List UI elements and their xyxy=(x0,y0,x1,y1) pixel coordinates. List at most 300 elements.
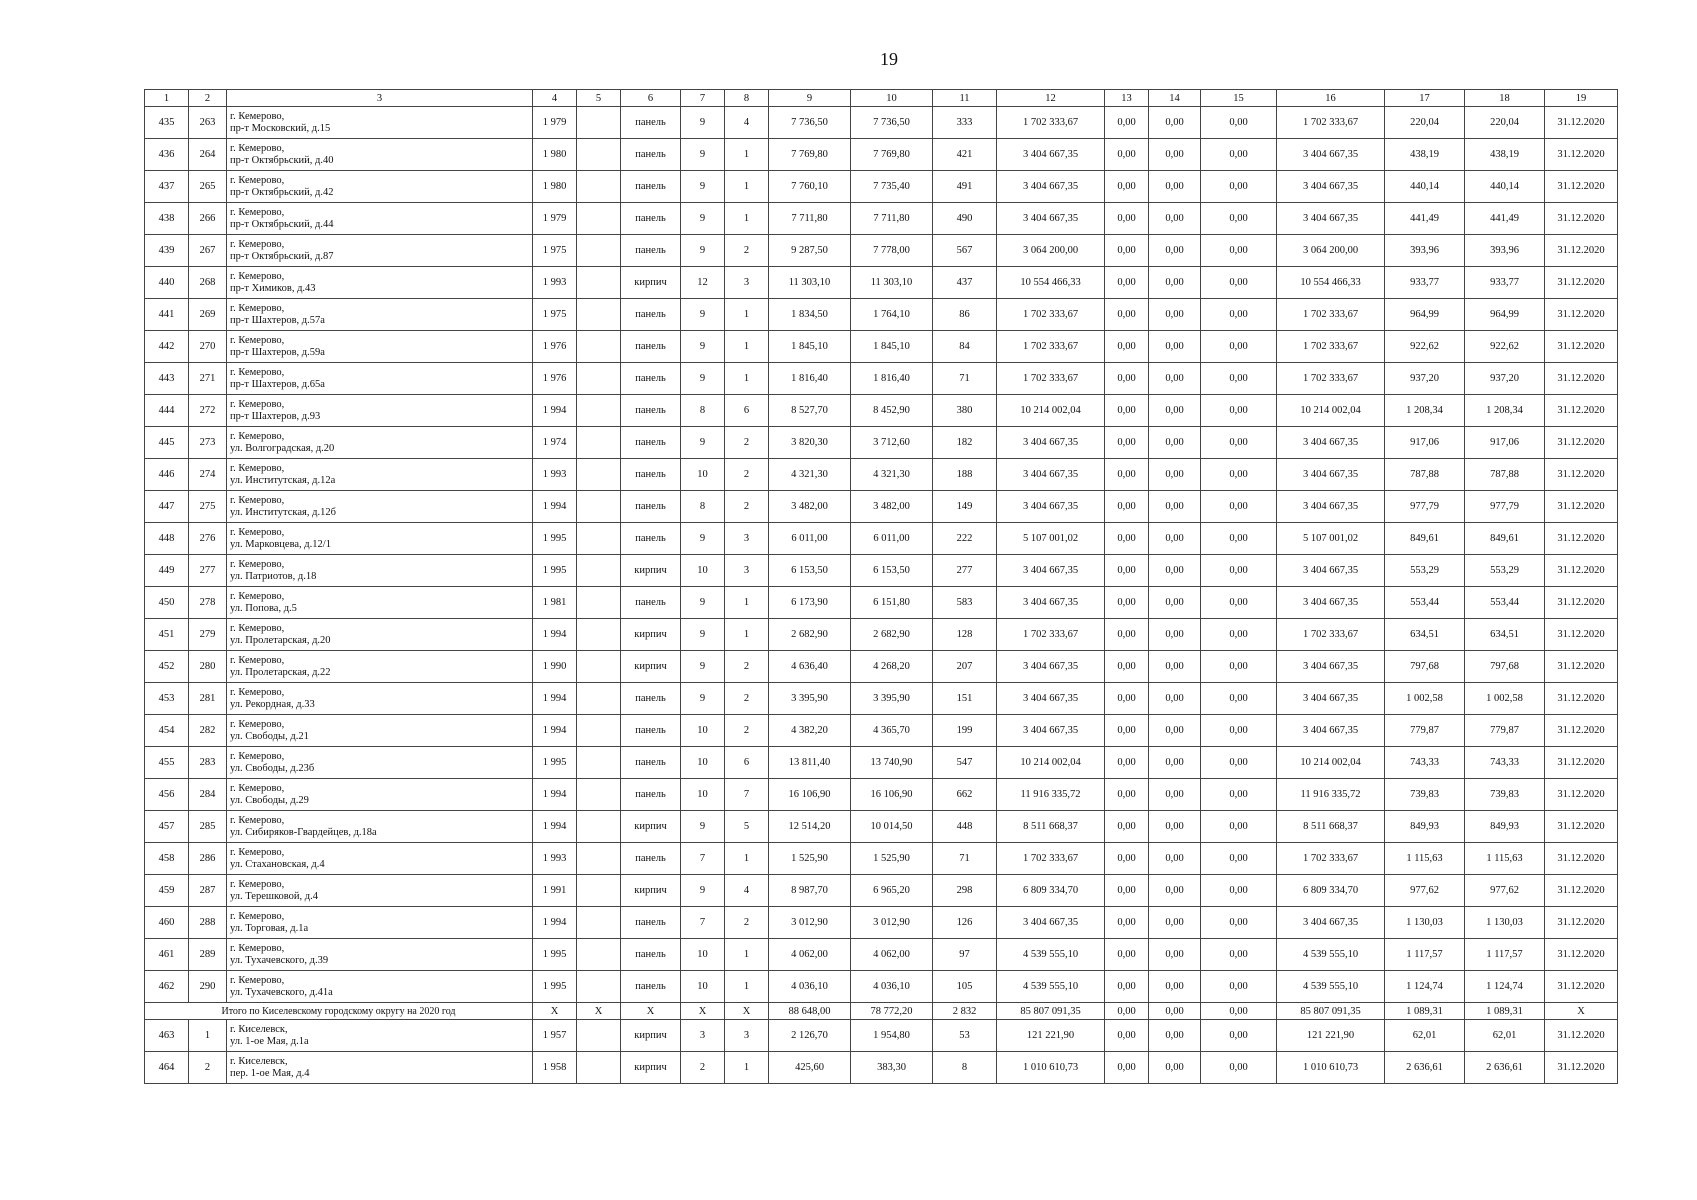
table-cell-c14: 0,00 xyxy=(1149,395,1201,427)
table-cell-res: 421 xyxy=(933,139,997,171)
table-cell-m: 278 xyxy=(189,587,227,619)
table-cell-c14: 0,00 xyxy=(1149,107,1201,139)
table-cell-date: 31.12.2020 xyxy=(1545,747,1618,779)
table-cell-res: 380 xyxy=(933,395,997,427)
table-cell-date: 31.12.2020 xyxy=(1545,779,1618,811)
table-cell-a2: 4 036,10 xyxy=(851,971,933,1003)
table-cell-c15: 0,00 xyxy=(1201,715,1277,747)
table-cell-c14: 0,00 xyxy=(1149,555,1201,587)
table-row xyxy=(145,939,1618,971)
table-cell-c15: 0,00 xyxy=(1201,619,1277,651)
address-street: ул. Стахановская, д.4 xyxy=(230,858,325,870)
table-cell-c13: 0,00 xyxy=(1105,267,1149,299)
table-cell-fl: 9 xyxy=(681,363,725,395)
total-cell-c4: X xyxy=(533,1003,577,1020)
table-cell-ent: 2 xyxy=(725,683,769,715)
table-cell-c5 xyxy=(577,299,621,331)
table-cell-c5 xyxy=(577,107,621,139)
table-cell-c17: 933,77 xyxy=(1385,267,1465,299)
address-city: г. Кемерово, xyxy=(230,654,285,666)
table-cell-m: 263 xyxy=(189,107,227,139)
table-cell-c16: 3 404 667,35 xyxy=(1277,427,1385,459)
table-cell-fl: 10 xyxy=(681,459,725,491)
table-cell-res: 149 xyxy=(933,491,997,523)
table-cell-res: 151 xyxy=(933,683,997,715)
address-street: ул. Патриотов, д.18 xyxy=(230,570,317,582)
address-city: г. Кемерово, xyxy=(230,782,285,794)
table-cell-c17: 1 130,03 xyxy=(1385,907,1465,939)
table-cell-c16: 3 404 667,35 xyxy=(1277,651,1385,683)
table-cell-a2: 4 321,30 xyxy=(851,459,933,491)
table-cell-date: 31.12.2020 xyxy=(1545,235,1618,267)
table-cell-a2: 7 711,80 xyxy=(851,203,933,235)
table-body xyxy=(145,90,1618,1084)
table-cell-c17: 1 208,34 xyxy=(1385,395,1465,427)
table-cell-c16: 10 554 466,33 xyxy=(1277,267,1385,299)
table-cell-c16: 10 214 002,04 xyxy=(1277,395,1385,427)
table-cell-c16: 121 221,90 xyxy=(1277,1020,1385,1052)
table-cell-c15: 0,00 xyxy=(1201,299,1277,331)
table-cell-c15: 0,00 xyxy=(1201,875,1277,907)
table-cell-mat: панель xyxy=(621,427,681,459)
table-cell-c17: 849,93 xyxy=(1385,811,1465,843)
table-cell-cost: 1 702 333,67 xyxy=(997,107,1105,139)
table-cell-c16: 1 702 333,67 xyxy=(1277,331,1385,363)
table-cell-c17: 917,06 xyxy=(1385,427,1465,459)
address-cell xyxy=(227,107,533,139)
table-cell-cost: 3 404 667,35 xyxy=(997,555,1105,587)
table-cell-a2: 383,30 xyxy=(851,1052,933,1084)
table-cell-cost: 6 809 334,70 xyxy=(997,875,1105,907)
table-cell-c17: 743,33 xyxy=(1385,747,1465,779)
table-cell-a1: 6 153,50 xyxy=(769,555,851,587)
table-cell-ent: 2 xyxy=(725,459,769,491)
table-cell-res: 128 xyxy=(933,619,997,651)
table-cell-mat: панель xyxy=(621,107,681,139)
table-cell-c5 xyxy=(577,875,621,907)
table-cell-ent: 1 xyxy=(725,971,769,1003)
table-cell-m: 276 xyxy=(189,523,227,555)
table-cell-res: 437 xyxy=(933,267,997,299)
table-cell-m: 274 xyxy=(189,459,227,491)
table-cell-c17: 922,62 xyxy=(1385,331,1465,363)
table-cell-c15: 0,00 xyxy=(1201,203,1277,235)
table-cell-c13: 0,00 xyxy=(1105,235,1149,267)
table-cell-cost: 1 702 333,67 xyxy=(997,299,1105,331)
table-cell-c14: 0,00 xyxy=(1149,619,1201,651)
table-cell-c16: 3 404 667,35 xyxy=(1277,587,1385,619)
address-city: г. Кемерово, xyxy=(230,462,285,474)
table-cell-n: 455 xyxy=(145,747,189,779)
header-cell: 6 xyxy=(621,90,681,107)
table-cell-n: 435 xyxy=(145,107,189,139)
table-cell-res: 207 xyxy=(933,651,997,683)
address-cell xyxy=(227,811,533,843)
table-cell-year: 1 995 xyxy=(533,523,577,555)
table-cell-c18: 441,49 xyxy=(1465,203,1545,235)
table-cell-n: 442 xyxy=(145,331,189,363)
table-cell-ent: 3 xyxy=(725,523,769,555)
table-cell-date: 31.12.2020 xyxy=(1545,651,1618,683)
table-cell-mat: кирпич xyxy=(621,875,681,907)
table-cell-c17: 393,96 xyxy=(1385,235,1465,267)
table-cell-n: 448 xyxy=(145,523,189,555)
table-cell-a1: 2 682,90 xyxy=(769,619,851,651)
table-cell-res: 333 xyxy=(933,107,997,139)
address-cell xyxy=(227,171,533,203)
table-cell-ent: 3 xyxy=(725,1020,769,1052)
table-cell-year: 1 990 xyxy=(533,651,577,683)
table-cell-c17: 739,83 xyxy=(1385,779,1465,811)
table-cell-n: 444 xyxy=(145,395,189,427)
table-cell-c5 xyxy=(577,651,621,683)
total-label: Итого по Киселевскому городскому округу на 2020 год xyxy=(145,1003,533,1020)
table-cell-year: 1 958 xyxy=(533,1052,577,1084)
table-cell-c16: 3 404 667,35 xyxy=(1277,139,1385,171)
table-cell-m: 1 xyxy=(189,1020,227,1052)
table-cell-c14: 0,00 xyxy=(1149,235,1201,267)
header-cell: 16 xyxy=(1277,90,1385,107)
header-cell: 13 xyxy=(1105,90,1149,107)
table-cell-year: 1 974 xyxy=(533,427,577,459)
address-cell xyxy=(227,235,533,267)
address-street: ул. Свободы, д.29 xyxy=(230,794,309,806)
address-city: г. Кемерово, xyxy=(230,366,285,378)
table-row xyxy=(145,491,1618,523)
table-cell-year: 1 995 xyxy=(533,939,577,971)
table-cell-cost: 5 107 001,02 xyxy=(997,523,1105,555)
table-cell-c17: 62,01 xyxy=(1385,1020,1465,1052)
table-cell-res: 53 xyxy=(933,1020,997,1052)
table-cell-year: 1 994 xyxy=(533,811,577,843)
table-row xyxy=(145,971,1618,1003)
table-cell-a1: 9 287,50 xyxy=(769,235,851,267)
table-cell-m: 279 xyxy=(189,619,227,651)
table-cell-c18: 1 117,57 xyxy=(1465,939,1545,971)
table-cell-res: 71 xyxy=(933,363,997,395)
table-cell-c16: 4 539 555,10 xyxy=(1277,971,1385,1003)
table-cell-mat: панель xyxy=(621,139,681,171)
table-row xyxy=(145,171,1618,203)
table-row xyxy=(145,875,1618,907)
table-cell-cost: 10 554 466,33 xyxy=(997,267,1105,299)
header-cell: 11 xyxy=(933,90,997,107)
address-city: г. Кемерово, xyxy=(230,718,285,730)
table-cell-date: 31.12.2020 xyxy=(1545,811,1618,843)
address-city: г. Кемерово, xyxy=(230,526,285,538)
header-cell: 14 xyxy=(1149,90,1201,107)
table-cell-ent: 1 xyxy=(725,363,769,395)
table-cell-c17: 964,99 xyxy=(1385,299,1465,331)
column-number-header xyxy=(145,90,1618,107)
table-cell-n: 460 xyxy=(145,907,189,939)
table-cell-fl: 2 xyxy=(681,1052,725,1084)
table-cell-year: 1 994 xyxy=(533,907,577,939)
table-cell-c15: 0,00 xyxy=(1201,523,1277,555)
header-cell: 15 xyxy=(1201,90,1277,107)
table-cell-c16: 1 010 610,73 xyxy=(1277,1052,1385,1084)
table-cell-fl: 10 xyxy=(681,971,725,1003)
table-cell-m: 269 xyxy=(189,299,227,331)
table-cell-n: 462 xyxy=(145,971,189,1003)
table-cell-mat: панель xyxy=(621,299,681,331)
address-cell xyxy=(227,619,533,651)
table-cell-c5 xyxy=(577,139,621,171)
table-cell-c16: 1 702 333,67 xyxy=(1277,843,1385,875)
table-cell-c18: 797,68 xyxy=(1465,651,1545,683)
address-street: ул. Волгоградская, д.20 xyxy=(230,442,335,454)
table-cell-c18: 779,87 xyxy=(1465,715,1545,747)
address-cell xyxy=(227,363,533,395)
housing-table xyxy=(144,89,1618,1084)
table-cell-date: 31.12.2020 xyxy=(1545,587,1618,619)
table-cell-c16: 3 404 667,35 xyxy=(1277,683,1385,715)
address-cell xyxy=(227,203,533,235)
table-cell-c17: 438,19 xyxy=(1385,139,1465,171)
table-cell-c14: 0,00 xyxy=(1149,331,1201,363)
table-cell-c14: 0,00 xyxy=(1149,939,1201,971)
table-cell-ent: 6 xyxy=(725,747,769,779)
table-cell-res: 491 xyxy=(933,171,997,203)
table-cell-n: 450 xyxy=(145,587,189,619)
address-street: пр-т Шахтеров, д.59а xyxy=(230,346,325,358)
table-row xyxy=(145,235,1618,267)
header-cell: 7 xyxy=(681,90,725,107)
address-city: г. Кемерово, xyxy=(230,558,285,570)
table-cell-mat: панель xyxy=(621,491,681,523)
table-cell-c5 xyxy=(577,555,621,587)
table-cell-year: 1 993 xyxy=(533,843,577,875)
total-cell-c18: 1 089,31 xyxy=(1465,1003,1545,1020)
table-row xyxy=(145,651,1618,683)
table-cell-year: 1 975 xyxy=(533,235,577,267)
table-cell-res: 126 xyxy=(933,907,997,939)
address-cell xyxy=(227,1020,533,1052)
table-cell-c13: 0,00 xyxy=(1105,555,1149,587)
table-cell-c17: 779,87 xyxy=(1385,715,1465,747)
table-cell-c15: 0,00 xyxy=(1201,107,1277,139)
table-cell-c18: 440,14 xyxy=(1465,171,1545,203)
table-row xyxy=(145,587,1618,619)
address-city: г. Кемерово, xyxy=(230,974,285,986)
address-cell xyxy=(227,843,533,875)
table-row xyxy=(145,907,1618,939)
table-cell-mat: панель xyxy=(621,715,681,747)
header-cell: 18 xyxy=(1465,90,1545,107)
table-cell-c5 xyxy=(577,587,621,619)
table-cell-date: 31.12.2020 xyxy=(1545,267,1618,299)
table-cell-a1: 3 012,90 xyxy=(769,907,851,939)
table-cell-cost: 10 214 002,04 xyxy=(997,747,1105,779)
table-cell-year: 1 994 xyxy=(533,619,577,651)
table-cell-a2: 3 712,60 xyxy=(851,427,933,459)
table-cell-date: 31.12.2020 xyxy=(1545,459,1618,491)
table-cell-c13: 0,00 xyxy=(1105,843,1149,875)
table-cell-c18: 964,99 xyxy=(1465,299,1545,331)
table-cell-c14: 0,00 xyxy=(1149,587,1201,619)
table-cell-cost: 11 916 335,72 xyxy=(997,779,1105,811)
address-street: ул. 1-ое Мая, д.1а xyxy=(230,1035,309,1047)
table-cell-ent: 2 xyxy=(725,427,769,459)
table-cell-mat: панель xyxy=(621,939,681,971)
address-street: пр-т Октябрьский, д.44 xyxy=(230,218,334,230)
table-cell-ent: 4 xyxy=(725,107,769,139)
address-city: г. Кемерово, xyxy=(230,334,285,346)
table-cell-ent: 1 xyxy=(725,587,769,619)
table-row xyxy=(145,331,1618,363)
table-cell-n: 451 xyxy=(145,619,189,651)
table-cell-fl: 10 xyxy=(681,939,725,971)
address-street: ул. Пролетарская, д.22 xyxy=(230,666,331,678)
table-cell-date: 31.12.2020 xyxy=(1545,1020,1618,1052)
address-cell xyxy=(227,651,533,683)
table-cell-c13: 0,00 xyxy=(1105,491,1149,523)
table-cell-c15: 0,00 xyxy=(1201,843,1277,875)
table-cell-cost: 3 064 200,00 xyxy=(997,235,1105,267)
table-cell-n: 464 xyxy=(145,1052,189,1084)
table-cell-c5 xyxy=(577,619,621,651)
table-cell-c18: 438,19 xyxy=(1465,139,1545,171)
table-cell-c17: 440,14 xyxy=(1385,171,1465,203)
table-cell-fl: 9 xyxy=(681,235,725,267)
table-cell-c13: 0,00 xyxy=(1105,811,1149,843)
table-cell-c16: 3 404 667,35 xyxy=(1277,491,1385,523)
address-street: ул. Тухачевского, д.41а xyxy=(230,986,333,998)
table-cell-a1: 6 011,00 xyxy=(769,523,851,555)
table-cell-m: 286 xyxy=(189,843,227,875)
table-cell-c16: 10 214 002,04 xyxy=(1277,747,1385,779)
address-street: пр-т Октябрьский, д.40 xyxy=(230,154,334,166)
total-cell-c6: X xyxy=(621,1003,681,1020)
address-cell xyxy=(227,427,533,459)
table-cell-a2: 4 062,00 xyxy=(851,939,933,971)
table-row xyxy=(145,555,1618,587)
table-cell-fl: 9 xyxy=(681,171,725,203)
table-cell-date: 31.12.2020 xyxy=(1545,715,1618,747)
table-cell-fl: 9 xyxy=(681,523,725,555)
table-cell-c13: 0,00 xyxy=(1105,427,1149,459)
table-cell-c14: 0,00 xyxy=(1149,683,1201,715)
table-cell-ent: 2 xyxy=(725,715,769,747)
address-city: г. Киселевск, xyxy=(230,1023,288,1035)
table-cell-c16: 3 404 667,35 xyxy=(1277,555,1385,587)
table-cell-cost: 3 404 667,35 xyxy=(997,715,1105,747)
address-cell xyxy=(227,939,533,971)
table-cell-year: 1 993 xyxy=(533,459,577,491)
table-cell-year: 1 994 xyxy=(533,715,577,747)
table-cell-c18: 1 130,03 xyxy=(1465,907,1545,939)
table-cell-ent: 3 xyxy=(725,555,769,587)
table-cell-fl: 10 xyxy=(681,715,725,747)
table-cell-date: 31.12.2020 xyxy=(1545,843,1618,875)
address-cell xyxy=(227,587,533,619)
table-cell-a1: 7 769,80 xyxy=(769,139,851,171)
table-cell-a2: 11 303,10 xyxy=(851,267,933,299)
table-cell-a1: 7 711,80 xyxy=(769,203,851,235)
table-cell-a2: 4 268,20 xyxy=(851,651,933,683)
table-cell-n: 457 xyxy=(145,811,189,843)
table-cell-a1: 1 834,50 xyxy=(769,299,851,331)
total-cell-c7: X xyxy=(681,1003,725,1020)
address-street: пер. 1-ое Мая, д.4 xyxy=(230,1067,310,1079)
table-cell-c15: 0,00 xyxy=(1201,779,1277,811)
address-street: ул. Свободы, д.23б xyxy=(230,762,315,774)
total-cell-res: 2 832 xyxy=(933,1003,997,1020)
table-cell-mat: панель xyxy=(621,459,681,491)
address-cell xyxy=(227,907,533,939)
table-cell-c15: 0,00 xyxy=(1201,555,1277,587)
table-cell-year: 1 979 xyxy=(533,203,577,235)
table-cell-n: 441 xyxy=(145,299,189,331)
table-cell-c5 xyxy=(577,491,621,523)
table-cell-c16: 3 404 667,35 xyxy=(1277,203,1385,235)
table-cell-c13: 0,00 xyxy=(1105,779,1149,811)
table-cell-m: 282 xyxy=(189,715,227,747)
table-cell-year: 1 995 xyxy=(533,747,577,779)
total-cell-c15: 0,00 xyxy=(1201,1003,1277,1020)
table-cell-a1: 8 527,70 xyxy=(769,395,851,427)
table-cell-c5 xyxy=(577,459,621,491)
table-cell-a1: 3 395,90 xyxy=(769,683,851,715)
table-cell-a2: 7 736,50 xyxy=(851,107,933,139)
table-cell-a1: 4 382,20 xyxy=(769,715,851,747)
table-cell-ent: 2 xyxy=(725,651,769,683)
table-cell-c17: 797,68 xyxy=(1385,651,1465,683)
table-cell-date: 31.12.2020 xyxy=(1545,107,1618,139)
table-cell-date: 31.12.2020 xyxy=(1545,683,1618,715)
table-cell-a1: 7 736,50 xyxy=(769,107,851,139)
table-cell-c13: 0,00 xyxy=(1105,139,1149,171)
table-cell-c16: 3 404 667,35 xyxy=(1277,715,1385,747)
table-cell-res: 188 xyxy=(933,459,997,491)
table-cell-m: 283 xyxy=(189,747,227,779)
table-cell-a2: 1 525,90 xyxy=(851,843,933,875)
table-cell-c15: 0,00 xyxy=(1201,939,1277,971)
table-cell-c17: 977,62 xyxy=(1385,875,1465,907)
table-cell-cost: 1 702 333,67 xyxy=(997,619,1105,651)
table-cell-m: 270 xyxy=(189,331,227,363)
address-cell xyxy=(227,491,533,523)
table-cell-c13: 0,00 xyxy=(1105,1020,1149,1052)
table-cell-a2: 6 151,80 xyxy=(851,587,933,619)
table-cell-c14: 0,00 xyxy=(1149,491,1201,523)
table-cell-c5 xyxy=(577,939,621,971)
table-cell-m: 264 xyxy=(189,139,227,171)
table-cell-c13: 0,00 xyxy=(1105,587,1149,619)
address-city: г. Киселевск, xyxy=(230,1055,288,1067)
table-row xyxy=(145,747,1618,779)
address-city: г. Кемерово, xyxy=(230,110,285,122)
table-cell-mat: кирпич xyxy=(621,811,681,843)
total-cell-c14: 0,00 xyxy=(1149,1003,1201,1020)
table-cell-a2: 6 965,20 xyxy=(851,875,933,907)
address-cell xyxy=(227,875,533,907)
table-cell-date: 31.12.2020 xyxy=(1545,203,1618,235)
table-cell-m: 272 xyxy=(189,395,227,427)
table-cell-a2: 2 682,90 xyxy=(851,619,933,651)
table-cell-fl: 7 xyxy=(681,907,725,939)
table-cell-c14: 0,00 xyxy=(1149,779,1201,811)
table-cell-c14: 0,00 xyxy=(1149,523,1201,555)
table-row xyxy=(145,299,1618,331)
table-cell-c15: 0,00 xyxy=(1201,267,1277,299)
table-cell-ent: 1 xyxy=(725,331,769,363)
table-cell-c15: 0,00 xyxy=(1201,331,1277,363)
table-cell-c18: 922,62 xyxy=(1465,331,1545,363)
table-cell-year: 1 980 xyxy=(533,171,577,203)
address-street: пр-т Октябрьский, д.42 xyxy=(230,186,334,198)
address-cell xyxy=(227,971,533,1003)
